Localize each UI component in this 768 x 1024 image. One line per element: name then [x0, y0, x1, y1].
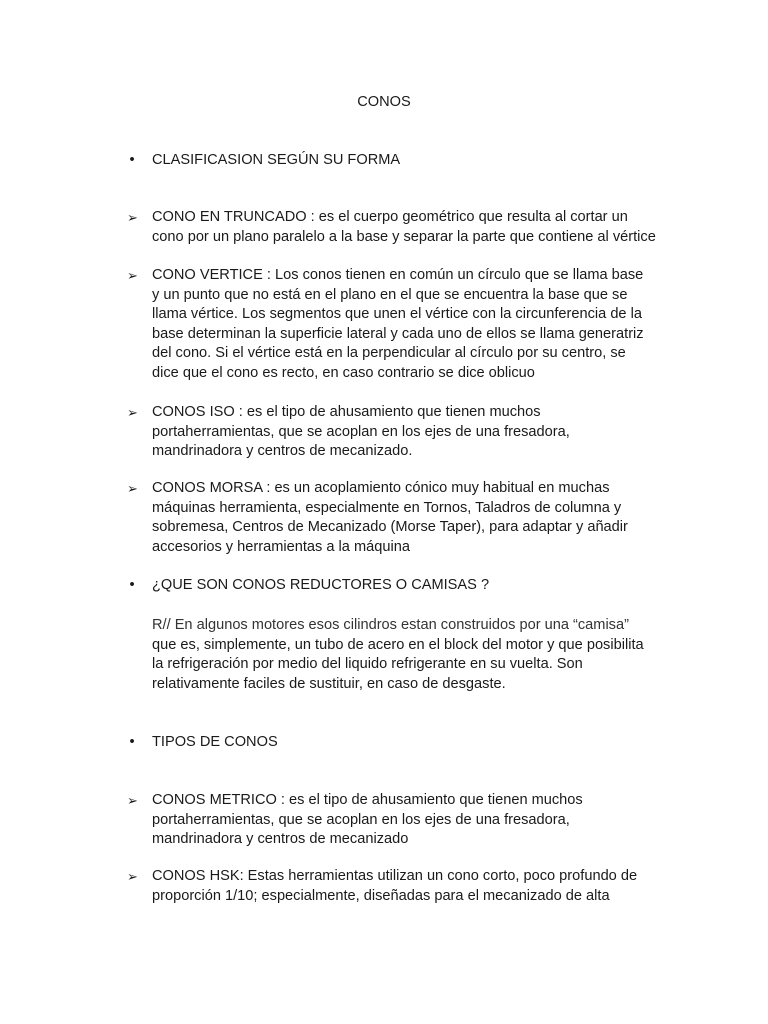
list-item-text	[152, 867, 661, 906]
arrow-bullet-icon: ➢	[127, 793, 138, 808]
section-heading-text: CLASIFICASION SEGÚN SU FORMA	[152, 152, 401, 168]
list-item-text	[152, 403, 661, 462]
arrow-bullet-icon: ➢	[127, 210, 138, 225]
text-line: mandrinadora y centros de mecanizado.	[152, 443, 413, 459]
text-line: CONO EN TRUNCADO : es el cuerpo geométrico que resulta al cortar un	[152, 209, 628, 225]
text-line: máquinas herramienta, especialmente en Tornos, Taladros de columna y	[152, 499, 622, 516]
list-item-text	[152, 791, 661, 850]
text-line: portaherramientas, que se acoplan en los ejes de una fresadora,	[152, 811, 570, 828]
text-line: CONOS ISO : es el tipo de ahusamiento que tienen muchos	[152, 404, 541, 420]
arrow-bullet-icon: ➢	[127, 268, 138, 283]
text-line: CONO VERTICE : Los conos tienen en común un círculo que se llama base	[152, 267, 644, 283]
text-line: del cono. Si el vértice está en la perpendicular al círculo por su centro, se	[152, 345, 626, 361]
text-line: base determinan la superficie lateral y cada uno de ellos se llama generatriz	[152, 325, 644, 342]
text-line: accesorios y herramientas a la máquina	[152, 538, 410, 555]
text-line: que es, simplemente, un tubo de acero en el block del motor y que posibilita	[152, 636, 644, 653]
text-line: CONOS HSK: Estas herramientas utilizan un cono corto, poco profundo de	[152, 868, 638, 884]
text-line: R// En algunos motores esos cilindros estan construidos por una “camisa”	[152, 617, 629, 633]
bullet-dot: •	[129, 734, 135, 750]
text-line: relativamente faciles de sustituir, en caso de desgaste.	[152, 675, 506, 692]
text-line: portaherramientas, que se acoplan en los ejes de una fresadora,	[152, 423, 570, 440]
arrow-bullet-icon: ➢	[127, 481, 138, 496]
bullet-dot: •	[129, 152, 135, 168]
text-line: la refrigeración por medio del liquido refrigerante en su vuelta. Son	[152, 656, 583, 672]
bullet-dot: •	[129, 577, 135, 593]
text-line: cono por un plano paralelo a la base y separar la parte que contiene al vértice	[152, 228, 656, 245]
text-line: dice que el cono es recto, en caso contrario se dice oblicuo	[152, 364, 535, 381]
text-line: mandrinadora y centros de mecanizado	[152, 831, 409, 847]
page-title: CONOS	[357, 94, 411, 110]
arrow-bullet-icon: ➢	[127, 405, 138, 420]
list-item-text	[152, 479, 661, 557]
list-item-text	[152, 208, 661, 247]
text-line: CONOS METRICO : es el tipo de ahusamiento que tienen muchos	[152, 792, 583, 808]
text-line: sobremesa, Centros de Mecanizado (Morse Taper), para adaptar y añadir	[152, 519, 628, 535]
text-line: y un punto que no está en el plano en el que se encuentra la base que se	[152, 286, 628, 303]
section-heading-text: TIPOS DE CONOS	[152, 734, 278, 750]
answer-paragraph	[152, 616, 661, 694]
text-line: llama vértice. Los segmentos que unen el vértice con la circunferencia de la	[152, 306, 642, 322]
section-heading-text: ¿QUE SON CONOS REDUCTORES O CAMISAS ?	[152, 577, 490, 593]
text-line: CONOS MORSA : es un acoplamiento cónico muy habitual en muchas	[152, 480, 610, 496]
arrow-bullet-icon: ➢	[127, 869, 138, 884]
list-item-text	[152, 266, 661, 383]
text-line: proporción 1/10; especialmente, diseñadas para el mecanizado de alta	[152, 887, 610, 904]
